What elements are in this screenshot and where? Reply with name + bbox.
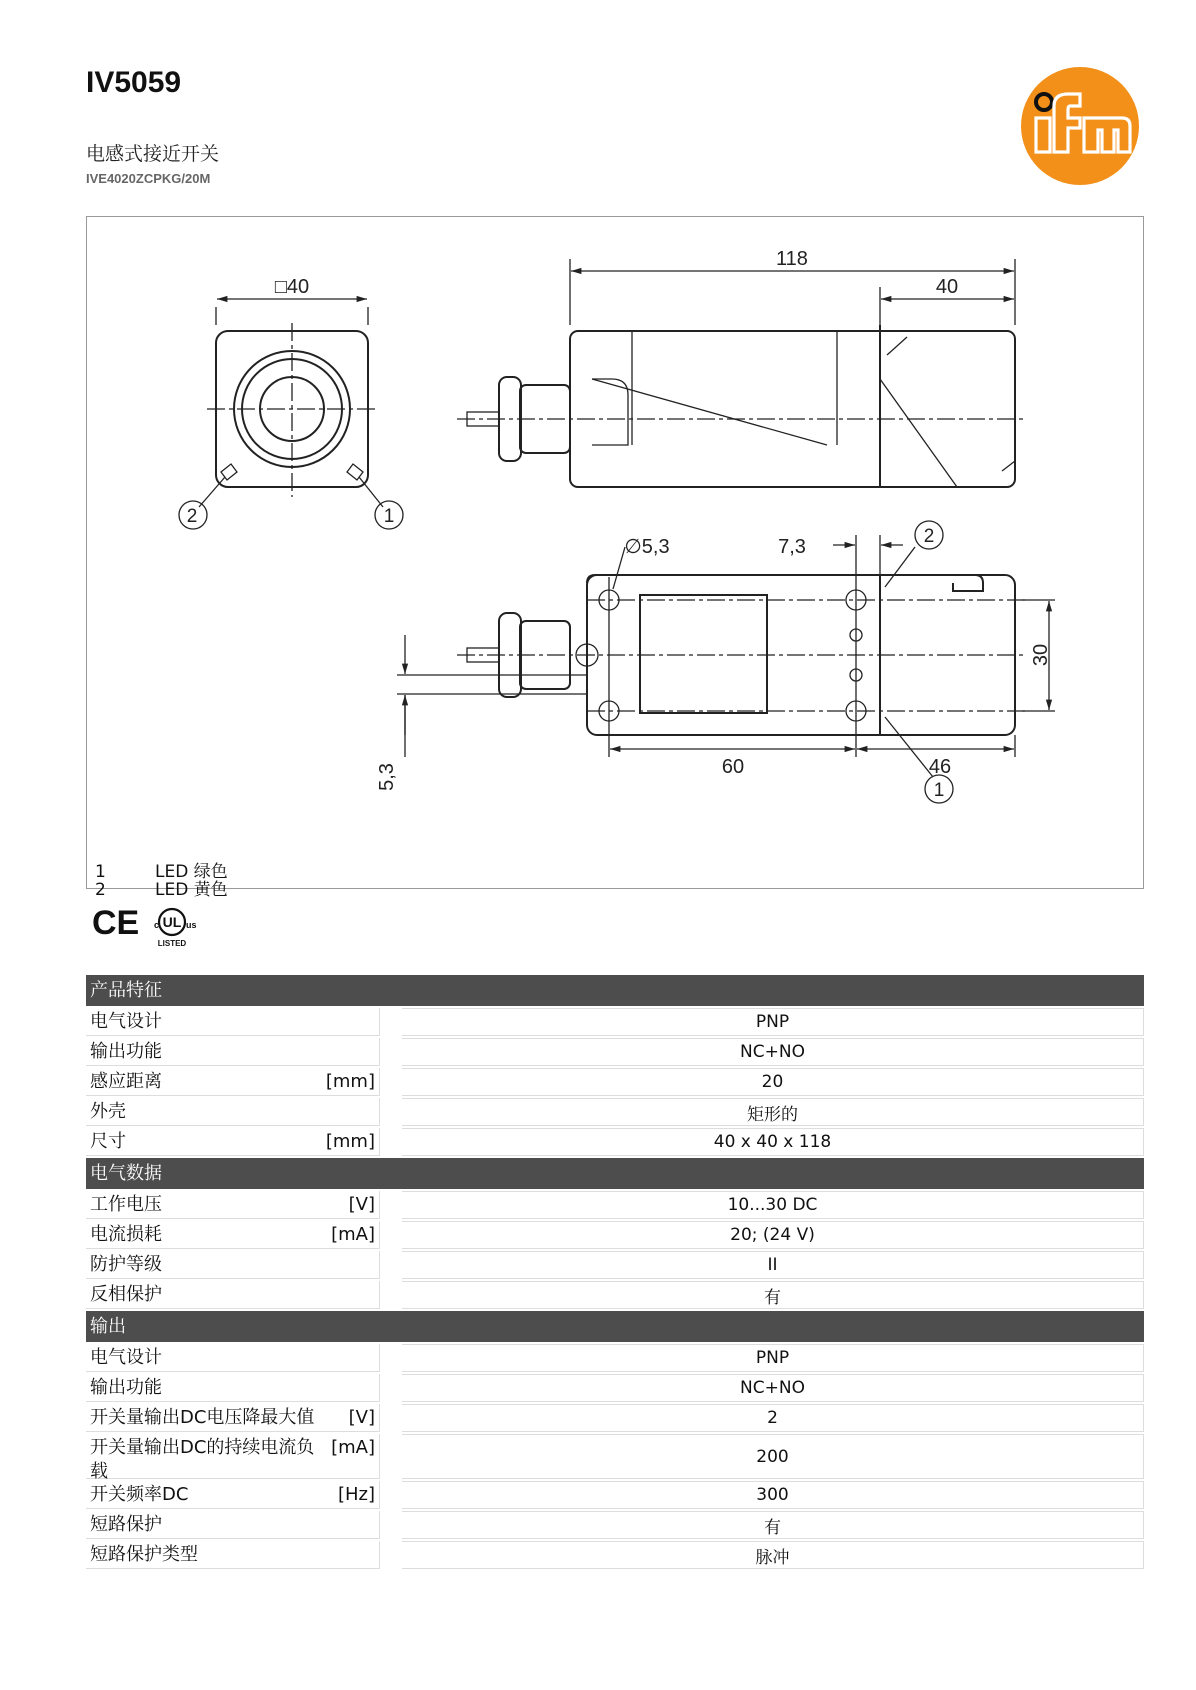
spec-row — [86, 1404, 1144, 1432]
spec-table — [86, 973, 1144, 1569]
spec-value: PNP — [402, 1008, 1144, 1036]
spec-row — [86, 1281, 1144, 1309]
legend-item — [95, 863, 228, 881]
spec-label-cell — [86, 1344, 380, 1372]
spec-row — [86, 1221, 1144, 1249]
spec-row — [86, 1191, 1144, 1219]
spec-value: NC+NO — [402, 1374, 1144, 1402]
dim-118-label: 118 — [776, 248, 808, 270]
spec-value: NC+NO — [402, 1038, 1144, 1066]
spec-label: 感应距离 — [90, 1071, 162, 1092]
spec-value: II — [402, 1251, 1144, 1279]
spec-label: 开关频率DC — [90, 1484, 189, 1505]
dim-60-label: 60 — [721, 756, 745, 778]
spec-row — [86, 1541, 1144, 1569]
spec-value: 10...30 DC — [402, 1191, 1144, 1219]
spec-label-cell — [86, 1098, 380, 1126]
section-header: 电气数据 — [86, 1158, 1144, 1189]
spec-value: PNP — [402, 1344, 1144, 1372]
dim-5-3-label: 5,3 — [376, 763, 398, 791]
spec-label: 输出功能 — [90, 1377, 162, 1398]
spec-label: 输出功能 — [90, 1041, 162, 1062]
spec-label-cell — [86, 1404, 380, 1432]
callout-2-front: 2 — [186, 506, 198, 527]
dim-square-label: □40 — [274, 276, 310, 298]
spec-value: 2 — [402, 1404, 1144, 1432]
spec-row — [86, 1434, 1144, 1482]
spec-label-cell — [86, 1128, 380, 1156]
spec-unit: [mm] — [325, 1131, 375, 1152]
spec-label-cell — [86, 1481, 380, 1509]
spec-value: 有 — [402, 1511, 1144, 1539]
certification-marks — [92, 900, 212, 950]
spec-row — [86, 1251, 1144, 1279]
spec-label: 开关量输出DC的持续电流负载 — [90, 1437, 315, 1482]
callout-2-bottom: 2 — [923, 526, 935, 547]
spec-label-cell — [86, 1511, 380, 1539]
spec-row — [86, 1098, 1144, 1126]
technical-drawing — [87, 217, 1143, 888]
spec-row — [86, 1008, 1144, 1036]
spec-label: 电气设计 — [90, 1011, 162, 1032]
legend-num: 2 — [95, 880, 106, 900]
spec-label: 外壳 — [90, 1101, 126, 1122]
section-header: 产品特征 — [86, 975, 1144, 1006]
ul-listed-text: LISTED — [157, 939, 187, 948]
spec-label-cell — [86, 1374, 380, 1402]
spec-unit: [Hz] — [337, 1484, 375, 1505]
legend-item — [95, 881, 228, 899]
product-subtitle: 电感式接近开关 — [86, 143, 220, 165]
spec-value: 40 x 40 x 118 — [402, 1128, 1144, 1156]
page-bottom-margin — [0, 1590, 1196, 1690]
spec-value: 有 — [402, 1281, 1144, 1309]
ul-c-text: c — [154, 920, 160, 930]
spec-value: 200 — [402, 1434, 1144, 1479]
spec-label-cell — [86, 1221, 380, 1249]
legend-text: LED 黄色 — [155, 880, 228, 900]
spec-label-cell — [86, 1191, 380, 1219]
dim-7-3-label: 7,3 — [778, 536, 806, 558]
spec-label-cell — [86, 1038, 380, 1066]
spec-unit: [mm] — [325, 1071, 375, 1092]
dim-40-label: 40 — [935, 276, 959, 298]
spec-label: 电气设计 — [90, 1347, 162, 1368]
spec-label-cell — [86, 1008, 380, 1036]
spec-label-cell — [86, 1541, 380, 1569]
spec-label-cell — [86, 1068, 380, 1096]
spec-value: 300 — [402, 1481, 1144, 1509]
spec-label: 开关量输出DC电压降最大值 — [90, 1407, 315, 1428]
spec-label-cell — [86, 1251, 380, 1279]
ul-mark: UL — [162, 914, 182, 930]
spec-value: 20; (24 V) — [402, 1221, 1144, 1249]
dimension-drawing — [86, 216, 1144, 900]
spec-value: 脉冲 — [402, 1541, 1144, 1569]
spec-row — [86, 1511, 1144, 1539]
callout-1-front: 1 — [383, 506, 395, 527]
callout-1-bottom: 1 — [933, 780, 945, 801]
spec-unit: [V] — [348, 1194, 375, 1215]
spec-row — [86, 1481, 1144, 1509]
spec-row — [86, 1038, 1144, 1066]
spec-row — [86, 1068, 1144, 1096]
spec-label: 工作电压 — [90, 1194, 162, 1215]
product-code: IVE4020ZCPKG/20M — [86, 171, 211, 186]
legend-num: 1 — [95, 862, 106, 882]
spec-row — [86, 1344, 1144, 1372]
dim-hole-label: ∅5,3 — [624, 536, 670, 558]
spec-label-cell — [86, 1281, 380, 1309]
spec-value: 矩形的 — [402, 1098, 1144, 1126]
spec-label: 防护等级 — [90, 1254, 162, 1275]
spec-unit: [V] — [348, 1407, 375, 1428]
spec-label: 反相保护 — [90, 1284, 162, 1305]
ul-us-text: us — [186, 920, 197, 930]
spec-label: 尺寸 — [90, 1131, 126, 1152]
dim-46-label: 46 — [928, 756, 952, 778]
spec-unit: [mA] — [331, 1224, 375, 1245]
spec-value: 20 — [402, 1068, 1144, 1096]
spec-label-cell — [86, 1434, 380, 1482]
spec-label: 短路保护类型 — [90, 1544, 198, 1565]
section-header: 输出 — [86, 1311, 1144, 1342]
spec-unit: [mA] — [331, 1437, 375, 1458]
ce-mark: CE — [92, 904, 140, 942]
spec-row — [86, 1374, 1144, 1402]
spec-row — [86, 1128, 1144, 1156]
dim-30-label: 30 — [1030, 643, 1052, 667]
product-title: IV5059 — [86, 66, 182, 99]
legend-text: LED 绿色 — [155, 862, 228, 882]
ifm-logo — [1018, 64, 1142, 188]
spec-label: 电流损耗 — [90, 1224, 162, 1245]
front-view — [179, 299, 403, 529]
spec-label: 短路保护 — [90, 1514, 162, 1535]
